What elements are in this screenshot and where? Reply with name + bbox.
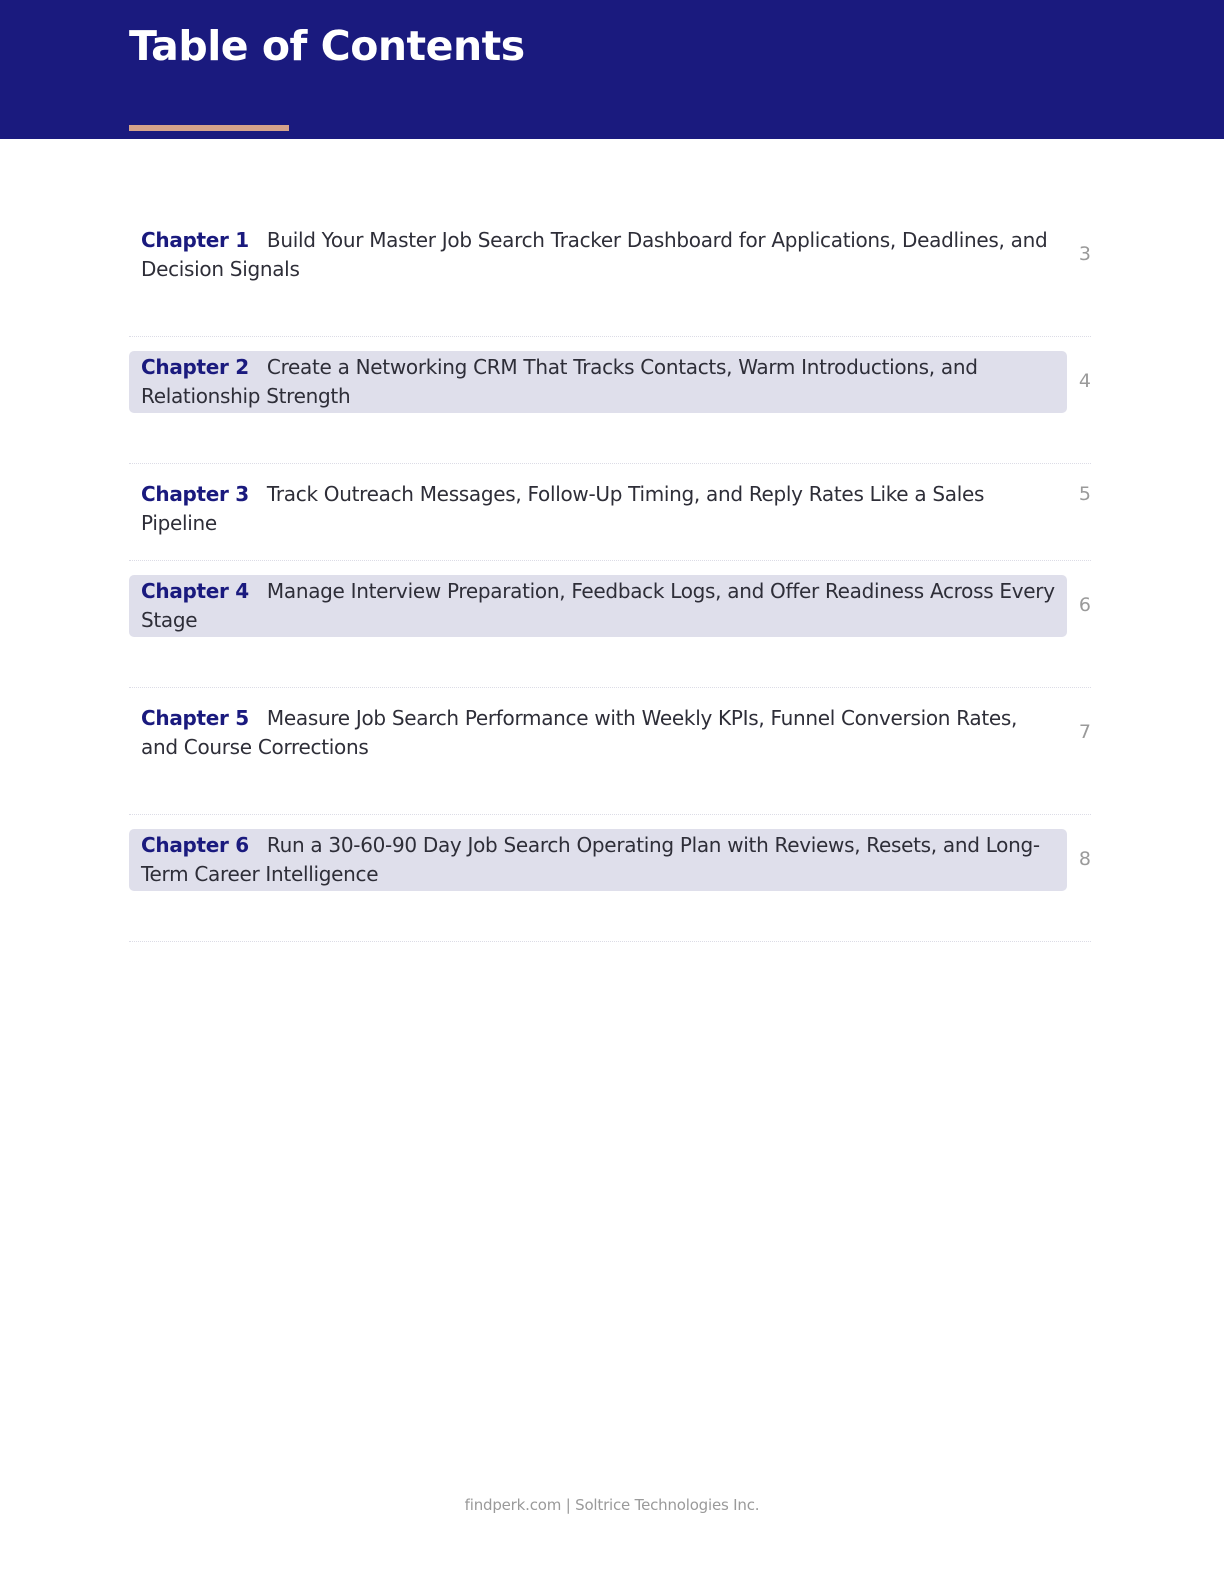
toc-entry-text xyxy=(141,704,1055,762)
toc-entry-chapter-2[interactable] xyxy=(129,337,1091,464)
chapter-title: Track Outreach Messages, Follow-Up Timing, and Reply Rates Like a Sales Pipeline xyxy=(141,482,985,535)
page-number: 5 xyxy=(1078,483,1091,505)
page-number: 3 xyxy=(1078,243,1091,265)
page-number: 8 xyxy=(1078,848,1091,870)
toc-entry-text xyxy=(141,577,1055,635)
chapter-title: Create a Networking CRM That Tracks Contacts, Warm Introductions, and Relationship Strength xyxy=(141,355,978,408)
chapter-label: Chapter 1 xyxy=(141,228,249,252)
toc-entry-text xyxy=(141,226,1055,284)
toc-entry-chapter-6[interactable] xyxy=(129,815,1091,942)
toc-entry-box xyxy=(129,478,1067,540)
toc-entry-box xyxy=(129,829,1067,891)
chapter-title: Run a 30-60-90 Day Job Search Operating Plan with Reviews, Resets, and Long-Term Career Intelligence xyxy=(141,833,1040,886)
header-accent-bar xyxy=(129,125,289,131)
toc-entry-text xyxy=(141,480,1055,538)
toc-entry-box xyxy=(129,702,1067,764)
page-number: 6 xyxy=(1078,594,1091,616)
toc-entry-box xyxy=(129,224,1067,286)
chapter-label: Chapter 2 xyxy=(141,355,249,379)
chapter-label: Chapter 6 xyxy=(141,833,249,857)
page-number: 7 xyxy=(1078,721,1091,743)
toc-entry-box xyxy=(129,351,1067,413)
toc-entry-chapter-1[interactable] xyxy=(129,210,1091,337)
toc-entry-text xyxy=(141,831,1055,889)
toc-entry-text xyxy=(141,353,1055,411)
toc-entry-chapter-4[interactable] xyxy=(129,561,1091,688)
chapter-title: Build Your Master Job Search Tracker Dashboard for Applications, Deadlines, and Decision Signals xyxy=(141,228,1048,281)
page-footer: findperk.com | Soltrice Technologies Inc. xyxy=(464,1496,760,1514)
page-number: 4 xyxy=(1078,370,1091,392)
toc-entry-chapter-3[interactable] xyxy=(129,464,1091,561)
chapter-title: Manage Interview Preparation, Feedback Logs, and Offer Readiness Across Every Stage xyxy=(141,579,1055,632)
page-title: Table of Contents xyxy=(129,22,525,70)
chapter-label: Chapter 3 xyxy=(141,482,249,506)
chapter-label: Chapter 4 xyxy=(141,579,249,603)
toc-entry-chapter-5[interactable] xyxy=(129,688,1091,815)
chapter-title: Measure Job Search Performance with Weekly KPIs, Funnel Conversion Rates, and Course Corrections xyxy=(141,706,1018,759)
chapter-label: Chapter 5 xyxy=(141,706,249,730)
table-of-contents xyxy=(129,210,1091,942)
toc-entry-box xyxy=(129,575,1067,637)
page-header xyxy=(0,0,1224,139)
